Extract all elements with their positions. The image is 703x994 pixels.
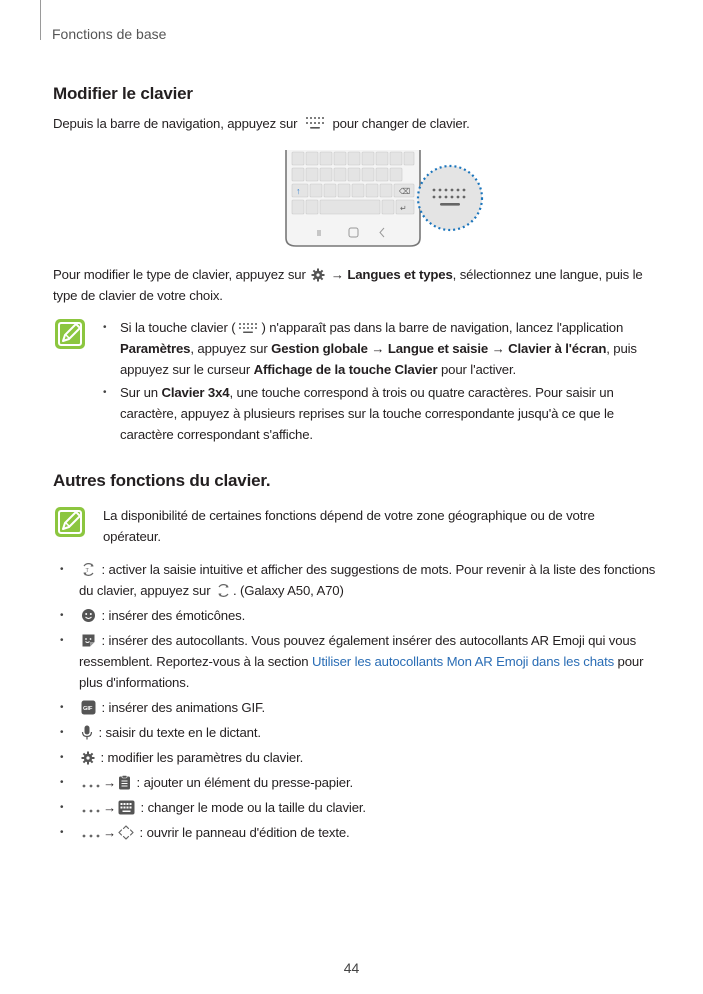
svg-text:↵: ↵ xyxy=(400,204,407,213)
list-item: • GIF : insérer des animations GIF. xyxy=(79,697,659,718)
predictive-text-icon xyxy=(81,562,96,577)
gear-icon xyxy=(81,751,95,765)
more-options-icon xyxy=(81,782,101,790)
clipboard-icon xyxy=(118,775,131,790)
list-item: • → : changer le mode ou la taille du clavier. xyxy=(79,797,659,818)
list-item: • T : activer la saisie intuitive et afficher des suggestions de mots. Pour revenir à la liste des fonctions du clavier, appuyez sur . (Galaxy A50, A70) xyxy=(79,559,659,601)
more-options-icon xyxy=(81,832,101,840)
svg-text:T: • T xyxy=(85,568,89,574)
list-item: • : insérer des émoticônes. xyxy=(79,605,659,626)
list-item: • → : ajouter un élément du presse-papier. xyxy=(79,772,659,793)
more-options-icon xyxy=(81,807,101,815)
sticker-icon xyxy=(81,633,96,648)
svg-text:⌫: ⌫ xyxy=(399,187,411,196)
keyboard-function-list xyxy=(79,559,659,847)
predictive-text-icon xyxy=(216,583,231,598)
text-edit-icon xyxy=(118,825,134,840)
phone-keyboard-illustration xyxy=(282,150,494,250)
page-number: 44 xyxy=(343,960,360,976)
svg-text:GIF: • GIF xyxy=(83,706,93,712)
gear-icon xyxy=(311,268,325,282)
availability-note: La disponibilité de certaines fonctions dépend de votre zone géographique ou de votre opérateur. xyxy=(103,508,595,544)
emoji-icon xyxy=(81,608,96,623)
section-title-modify-keyboard: Modifier le clavier xyxy=(53,84,193,103)
note-icon xyxy=(54,506,86,538)
intro-paragraph: Depuis la barre de navigation, appuyez sur pour changer de clavier. xyxy=(53,116,470,131)
keyboard-icon xyxy=(237,321,259,335)
list-item: • Si la touche clavier ( ) n'apparaît pas dans la barre de navigation, lancez l'application Paramètres, appuyez sur Gestion globale → Langue et saisie → Clavier à l'écran, puis appuyez sur le curseur Affichage de la touche Clavier pour l'activer. xyxy=(120,317,645,380)
cross-reference-link[interactable]: Utiliser les autocollants Mon AR Emoji dans les chats xyxy=(311,654,615,669)
running-header: Fonctions de base xyxy=(52,26,167,42)
svg-text:↑: ↑ xyxy=(296,186,301,196)
gif-icon xyxy=(81,700,96,715)
keyboard-type-paragraph: Pour modifier le type de clavier, appuyez sur → Langues et types, sélectionnez une langue, puis le type de clavier de votre choix. xyxy=(53,267,643,303)
keyboard-icon xyxy=(303,115,327,131)
microphone-icon xyxy=(81,725,93,740)
margin-rule xyxy=(40,0,41,40)
list-item: • : modifier les paramètres du clavier. xyxy=(79,747,659,768)
keyboard-icon xyxy=(118,800,135,815)
list-item: • Sur un Clavier 3x4, une touche correspond à trois ou quatre caractères. Pour saisir un caractère, appuyez à plusieurs reprises sur la touche correspondante jusqu'à ce que le caractère correspondant s'affiche. xyxy=(120,382,645,445)
section-title-other-functions: Autres fonctions du clavier. xyxy=(53,471,271,490)
list-item: • : insérer des autocollants. Vous pouvez également insérer des autocollants AR Emoji qui vous ressemblent. Reportez-vous à la section Utiliser les autocollants Mon AR Emoji dans les chats pour plus d'informations. xyxy=(79,630,659,693)
note-icon xyxy=(54,318,86,350)
list-item: • → : ouvrir le panneau d'édition de texte. xyxy=(79,822,659,843)
list-item: • : saisir du texte en le dictant. xyxy=(79,722,659,743)
note-list-keyboard xyxy=(120,317,645,447)
